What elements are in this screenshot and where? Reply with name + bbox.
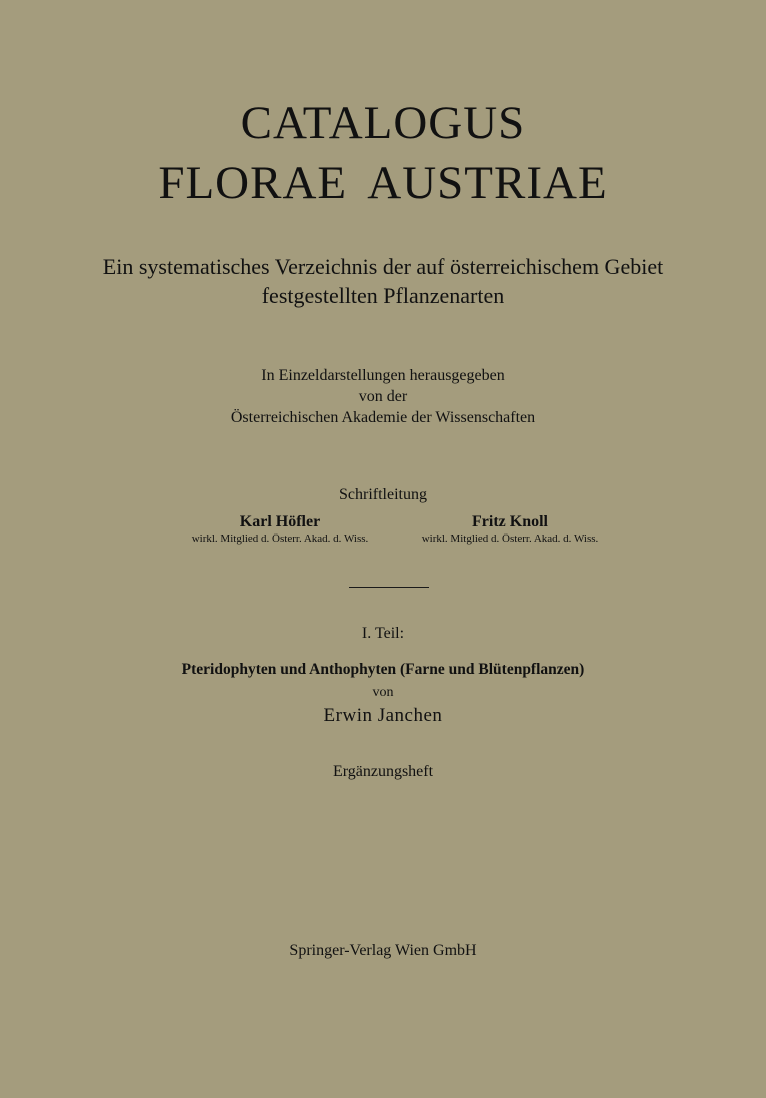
schriftleitung-label: Schriftleitung <box>339 486 427 503</box>
editorial-statement <box>0 365 766 428</box>
editorial-line-2: von der <box>358 388 408 405</box>
title-line-1: CATALOGUS <box>240 97 526 149</box>
part-label: I. Teil: <box>361 625 405 642</box>
subtitle-line-1: Ein systematisches Verzeichnis der auf österreichischem Gebiet <box>102 254 664 279</box>
part-title: Pteridophyten und Anthophyten (Farne und Blütenpflanzen) <box>181 661 585 678</box>
editorial-line-1: In Einzeldarstellungen herausgegeben <box>261 367 505 384</box>
publisher-name: Springer-Verlag Wien GmbH <box>289 942 477 959</box>
editor-name: Fritz Knoll <box>472 513 548 530</box>
editor-role: wirkl. Mitglied d. Österr. Akad. d. Wiss. <box>191 533 369 545</box>
edition-label: Ergänzungsheft <box>332 763 434 780</box>
editor-name: Karl Höfler <box>239 513 321 530</box>
by-label: von <box>372 685 394 700</box>
divider-rule <box>349 587 429 588</box>
editorial-line-3: Österreichischen Akademie der Wissenschaften <box>230 409 536 426</box>
author-name: Erwin Janchen <box>323 705 443 726</box>
title-line-2: FLORAE AUSTRIAE <box>158 157 608 209</box>
editor-block-knoll <box>355 512 665 546</box>
subtitle-line-2: festgestellten Pflanzenarten <box>261 283 505 308</box>
subtitle <box>0 252 766 310</box>
editor-role: wirkl. Mitglied d. Österr. Akad. d. Wiss. <box>421 533 599 545</box>
